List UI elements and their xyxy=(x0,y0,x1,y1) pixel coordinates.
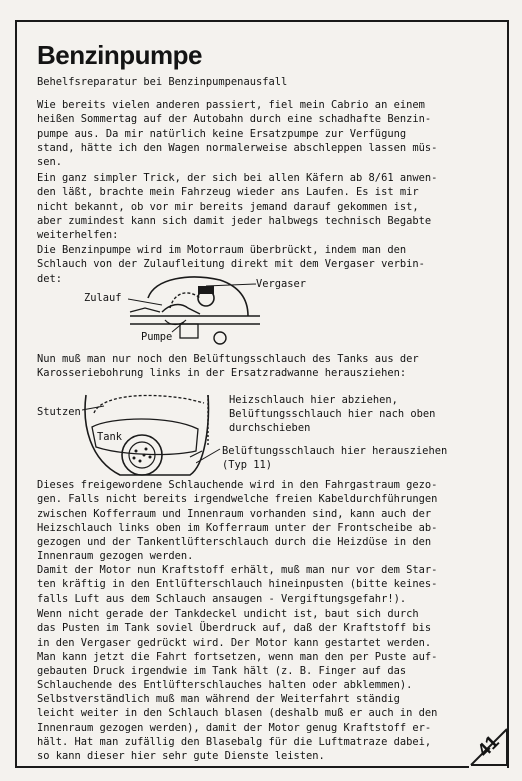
text-line: aber zumindest kann sich damit jeder halbwegs technisch Begabte xyxy=(37,214,432,227)
text-line: gebauten Druck irgendwie im Tank hält (z. B. Finger auf das xyxy=(37,665,407,678)
text-line: ten kräftig in den Entlüfterschlauch hineinpusten (bitte keines- xyxy=(37,578,438,591)
label-belueftung-1: Belüftungsschlauch hier herausziehen xyxy=(222,445,448,457)
label-pumpe: Pumpe xyxy=(141,331,173,343)
text-line: Die Benzinpumpe wird im Motorraum überbrückt, indem man den xyxy=(37,244,407,256)
text-line: pumpe aus. Da mir natürlich keine Ersatzpumpe zur Verfügung xyxy=(37,127,407,140)
text-line: Heizschlauch links oben im Kofferraum unter der Frontscheibe ab- xyxy=(37,521,438,534)
text-line: Innenraum gezogen werden), damit der Motor genug Kraftstoff er- xyxy=(37,721,432,734)
label-heizschlauch-1: Heizschlauch hier abziehen, xyxy=(229,394,398,406)
text-line: nicht bekannt, ob vor mir bereits jemand darauf gekommen ist, xyxy=(37,200,419,213)
text-line: Schlauchende des Entlüfterschlauches halten oder abklemmen). xyxy=(37,679,413,692)
label-zulauf: Zulauf xyxy=(84,292,122,304)
text-line: gezogen und der Tankentlüfterschlauch durch die Heizdüse in den xyxy=(37,536,432,549)
paragraph-vent-hose xyxy=(37,352,491,381)
text-line: Damit der Motor nun Kraftstoff erhält, muß man nur vor dem Star- xyxy=(37,564,438,576)
text-line: weiterhelfen: xyxy=(37,229,119,242)
text-line: so kann dieser hier sehr gute Dienste leisten. xyxy=(37,750,325,763)
text-line: heißen Sommertag auf der Autobahn durch eine schadhafte Benzin- xyxy=(37,113,432,126)
text-line: Man kann jetzt die Fahrt fortsetzen, wenn man den per Puste auf- xyxy=(37,650,438,663)
text-line: Dieses freigewordene Schlauchende wird in den Fahrgastraum gezo- xyxy=(37,479,438,491)
text-line: Wenn nicht gerade der Tankdeckel undicht ist, baut sich durch xyxy=(37,608,419,620)
text-line: Schlauch von der Zulaufleitung direkt mit dem Vergaser verbin- xyxy=(37,258,425,271)
text-line: Innenraum gezogen werden. xyxy=(37,550,194,563)
text-line: stand, hätte ich den Wagen normalerweise abschleppen lassen müs- xyxy=(37,141,438,154)
page-number-corner xyxy=(470,728,508,766)
text-line: zwischen Kofferraum und Innenraum vorhanden sind, kann auch der xyxy=(37,507,432,520)
pumpe-leader-line xyxy=(170,320,186,334)
label-belueftung-2: (Typ 11) xyxy=(222,459,273,471)
paragraph-start xyxy=(37,563,491,606)
text-line: Ein ganz simpler Trick, der sich bei allen Käfern ab 8/61 anwen- xyxy=(37,172,438,184)
text-line: falls Luft aus dem Schlauch ansaugen - Vergiftungsgefahr!). xyxy=(37,592,407,605)
paragraph-pressure xyxy=(37,607,491,693)
label-heizschlauch-2: Belüftungsschlauch hier nach oben xyxy=(229,408,436,420)
text-line: Nun muß man nur noch den Belüftungsschlauch des Tanks aus der xyxy=(37,353,419,365)
text-line: sen. xyxy=(37,156,63,169)
page-number: 41 xyxy=(473,731,504,762)
belueftung-leader-line xyxy=(196,445,222,465)
label-vergaser: Vergaser xyxy=(256,278,307,290)
paragraph-trick xyxy=(37,171,491,242)
label-tank: Tank xyxy=(97,431,123,443)
page-subtitle: Behelfsreparatur bei Benzinpumpenausfall xyxy=(37,76,288,88)
stutzen-leader-line xyxy=(82,404,106,414)
text-line: Selbstverständlich muß man während der Weiterfahrt ständig xyxy=(37,693,400,705)
text-line: Karosseriebohrung links in der Ersatzradwanne herausziehen: xyxy=(37,367,407,380)
text-line: den läßt, brachte mein Fahrzeug wieder ans Laufen. Es ist mir xyxy=(37,186,419,199)
text-line: leicht weiter in den Schlauch blasen (deshalb muß er auch in den xyxy=(37,707,438,720)
text-line: das Pusten im Tank soviel Überdruck auf, daß der Kraftstoff bis xyxy=(37,622,432,635)
label-heizschlauch-3: durchschieben xyxy=(229,422,311,434)
text-line: hält. Hat man zufällig den Blasebalg für die Luftmatraze dabei, xyxy=(37,735,432,748)
page-title: Benzinpumpe xyxy=(37,40,202,70)
paragraph-continue xyxy=(37,692,491,763)
text-line: Wie bereits vielen anderen passiert, fiel mein Cabrio an einem xyxy=(37,99,425,111)
text-line: gen. Falls nicht bereits irgendwelche freien Kabeldurchführungen xyxy=(37,493,438,506)
text-line: det: xyxy=(37,272,63,285)
text-line: in den Vergaser gedrückt wird. Der Motor kann gestartet werden. xyxy=(37,636,432,649)
label-stutzen: Stutzen xyxy=(37,406,81,418)
page-border-bottom xyxy=(15,766,469,768)
vergaser-leader-line xyxy=(206,280,258,290)
paragraph-intro xyxy=(37,98,491,169)
zulauf-leader-line xyxy=(128,293,164,307)
paragraph-passenger xyxy=(37,478,491,564)
